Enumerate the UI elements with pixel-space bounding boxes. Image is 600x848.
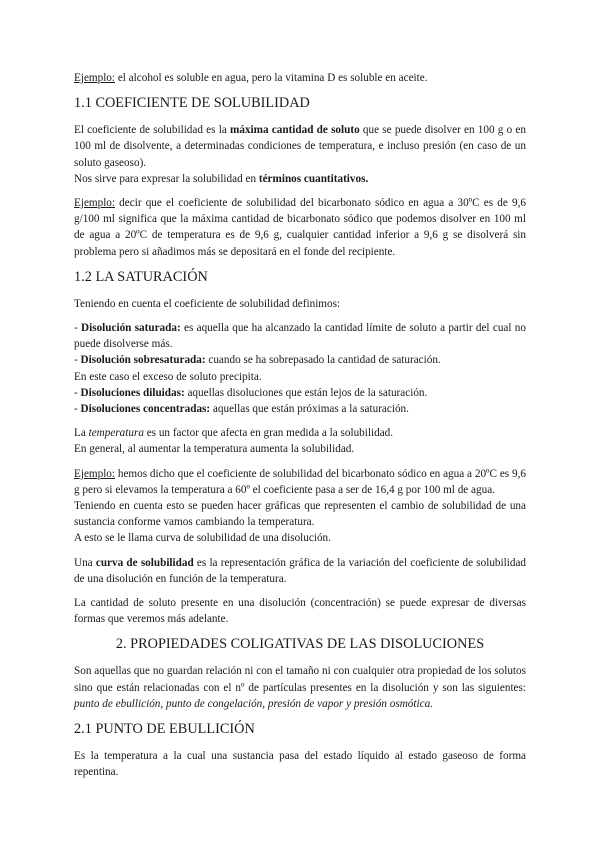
bold-term: Disoluciones concentradas:: [80, 403, 211, 416]
text-run: cuando se ha sobrepasado la cantidad de saturación.: [205, 354, 441, 367]
document-page: [74, 70, 526, 781]
section-heading-1-1: 1.1 COEFICIENTE DE SOLUBILIDAD: [74, 95, 310, 112]
example-text: decir que el coeficiente de solubilidad del bicarbonato sódico en agua a 30ºC es de 9,6 g/100 ml significa que la máxima cantidad de bicarbonato sódico que podemos disolver en 100 ml de agua a 20ºC de temperatura es de 9,6 g, cualquier cantidad inferior a 9,6 g se disolverá sin problema pero si añadimos más se depositará en el fonde del recipiente.: [74, 197, 526, 258]
example-paragraph-2: [74, 195, 526, 260]
list-item: [74, 320, 526, 352]
bold-term: curva de solubilidad: [95, 556, 194, 569]
example-label: Ejemplo:: [74, 72, 116, 84]
list-item-note: En este caso el exceso de soluto precipita.: [74, 370, 262, 383]
list-item: [74, 385, 526, 401]
section-heading-1-2: 1.2 LA SATURACIÓN: [74, 268, 208, 285]
example-text: el alcohol es soluble en agua, pero la vitamina D es soluble en aceite.: [115, 72, 428, 84]
text-run: es un factor que afecta en gran medida a la solubilidad.: [143, 427, 394, 440]
temperature-paragraph: [74, 425, 526, 457]
bold-term: términos cuantitativos.: [258, 172, 369, 185]
section-heading-2: 2. PROPIEDADES COLIGATIVAS DE LAS DISOLUCIONES: [115, 636, 485, 653]
text-run: El coeficiente de solubilidad es la: [74, 124, 231, 137]
bold-term: Disoluciones diluidas:: [80, 386, 185, 399]
text-run: En general, al aumentar la temperatura aumenta la solubilidad.: [74, 443, 355, 456]
example-text: hemos dicho que el coeficiente de solubilidad del bicarbonato sódico en agua a 20ºC es 9,6 g pero si elevamos la temperatura a 60º el coeficiente pasa a ser de 16,4 g por 100 ml de agua.: [74, 467, 526, 496]
curve-paragraph: [74, 555, 526, 587]
text-run: es la representación gráfica de la variación del coeficiente de solubilidad de una disolución en función de la temperatura.: [74, 556, 527, 585]
dash: -: [74, 354, 81, 367]
text-run: aquellas disoluciones que están lejos de la saturación.: [184, 386, 428, 399]
text-run: Son aquellas que no guardan relación ni con el tamaño ni con cualquier otra propiedad de los solutos sino que están relacionadas con el nº de partículas presentes en la disolución y son las siguientes:: [74, 665, 526, 694]
text-run: A esto se le llama curva de solubilidad de una disolución.: [74, 532, 331, 545]
text-run: Una: [74, 556, 96, 569]
dash: -: [74, 403, 81, 416]
concentration-paragraph: La cantidad de soluto presente en una disolución (concentración) se puede expresar de diversas formas que veremos más adelante.: [74, 597, 526, 626]
text-run: Teniendo en cuenta esto se pueden hacer gráficas que representen el cambio de solubilidad de una sustancia conforme vamos cambiando la temperatura.: [74, 500, 526, 529]
list-item: [74, 352, 526, 368]
boiling-paragraph: Es la temperatura a la cual una sustancia pasa del estado líquido al estado gaseoso de forma repentina.: [74, 750, 526, 779]
text-run: Nos sirve para expresar la solubilidad en: [74, 172, 259, 185]
example-paragraph-1: [74, 70, 526, 86]
example-paragraph-3: [74, 466, 526, 547]
italic-term: temperatura: [88, 427, 144, 440]
dash: -: [74, 322, 82, 335]
text-run: es aquella que ha alcanzado la cantidad límite de soluto a partir del cual no puede disolverse más.: [74, 322, 526, 351]
list-item: [74, 401, 526, 417]
dash: -: [74, 386, 81, 399]
bold-term: máxima cantidad de soluto: [230, 124, 360, 137]
text-run: La: [74, 427, 89, 440]
text-run: que se puede disolver en 100 g o en 100 ml de disolvente, a determinadas condiciones de temperatura, e incluso presión (en caso de un soluto gaseoso).: [74, 124, 526, 169]
text-run: aquellas que están próximas a la saturación.: [210, 403, 409, 416]
coefficient-paragraph: [74, 122, 526, 187]
section-heading-2-1: 2.1 PUNTO DE EBULLICIÓN: [74, 721, 255, 738]
example-label: Ejemplo:: [74, 467, 116, 480]
saturation-intro: Teniendo en cuenta el coeficiente de solubilidad definimos:: [74, 297, 341, 310]
colligative-paragraph: [74, 663, 526, 712]
bold-term: Disolución saturada:: [81, 322, 181, 335]
example-label: Ejemplo:: [74, 197, 116, 210]
definitions-list: [74, 320, 526, 417]
bold-term: Disolución sobresaturada:: [80, 354, 206, 367]
italic-term: punto de ebullición, punto de congelación, presión de vapor y presión osmótica.: [74, 697, 433, 710]
